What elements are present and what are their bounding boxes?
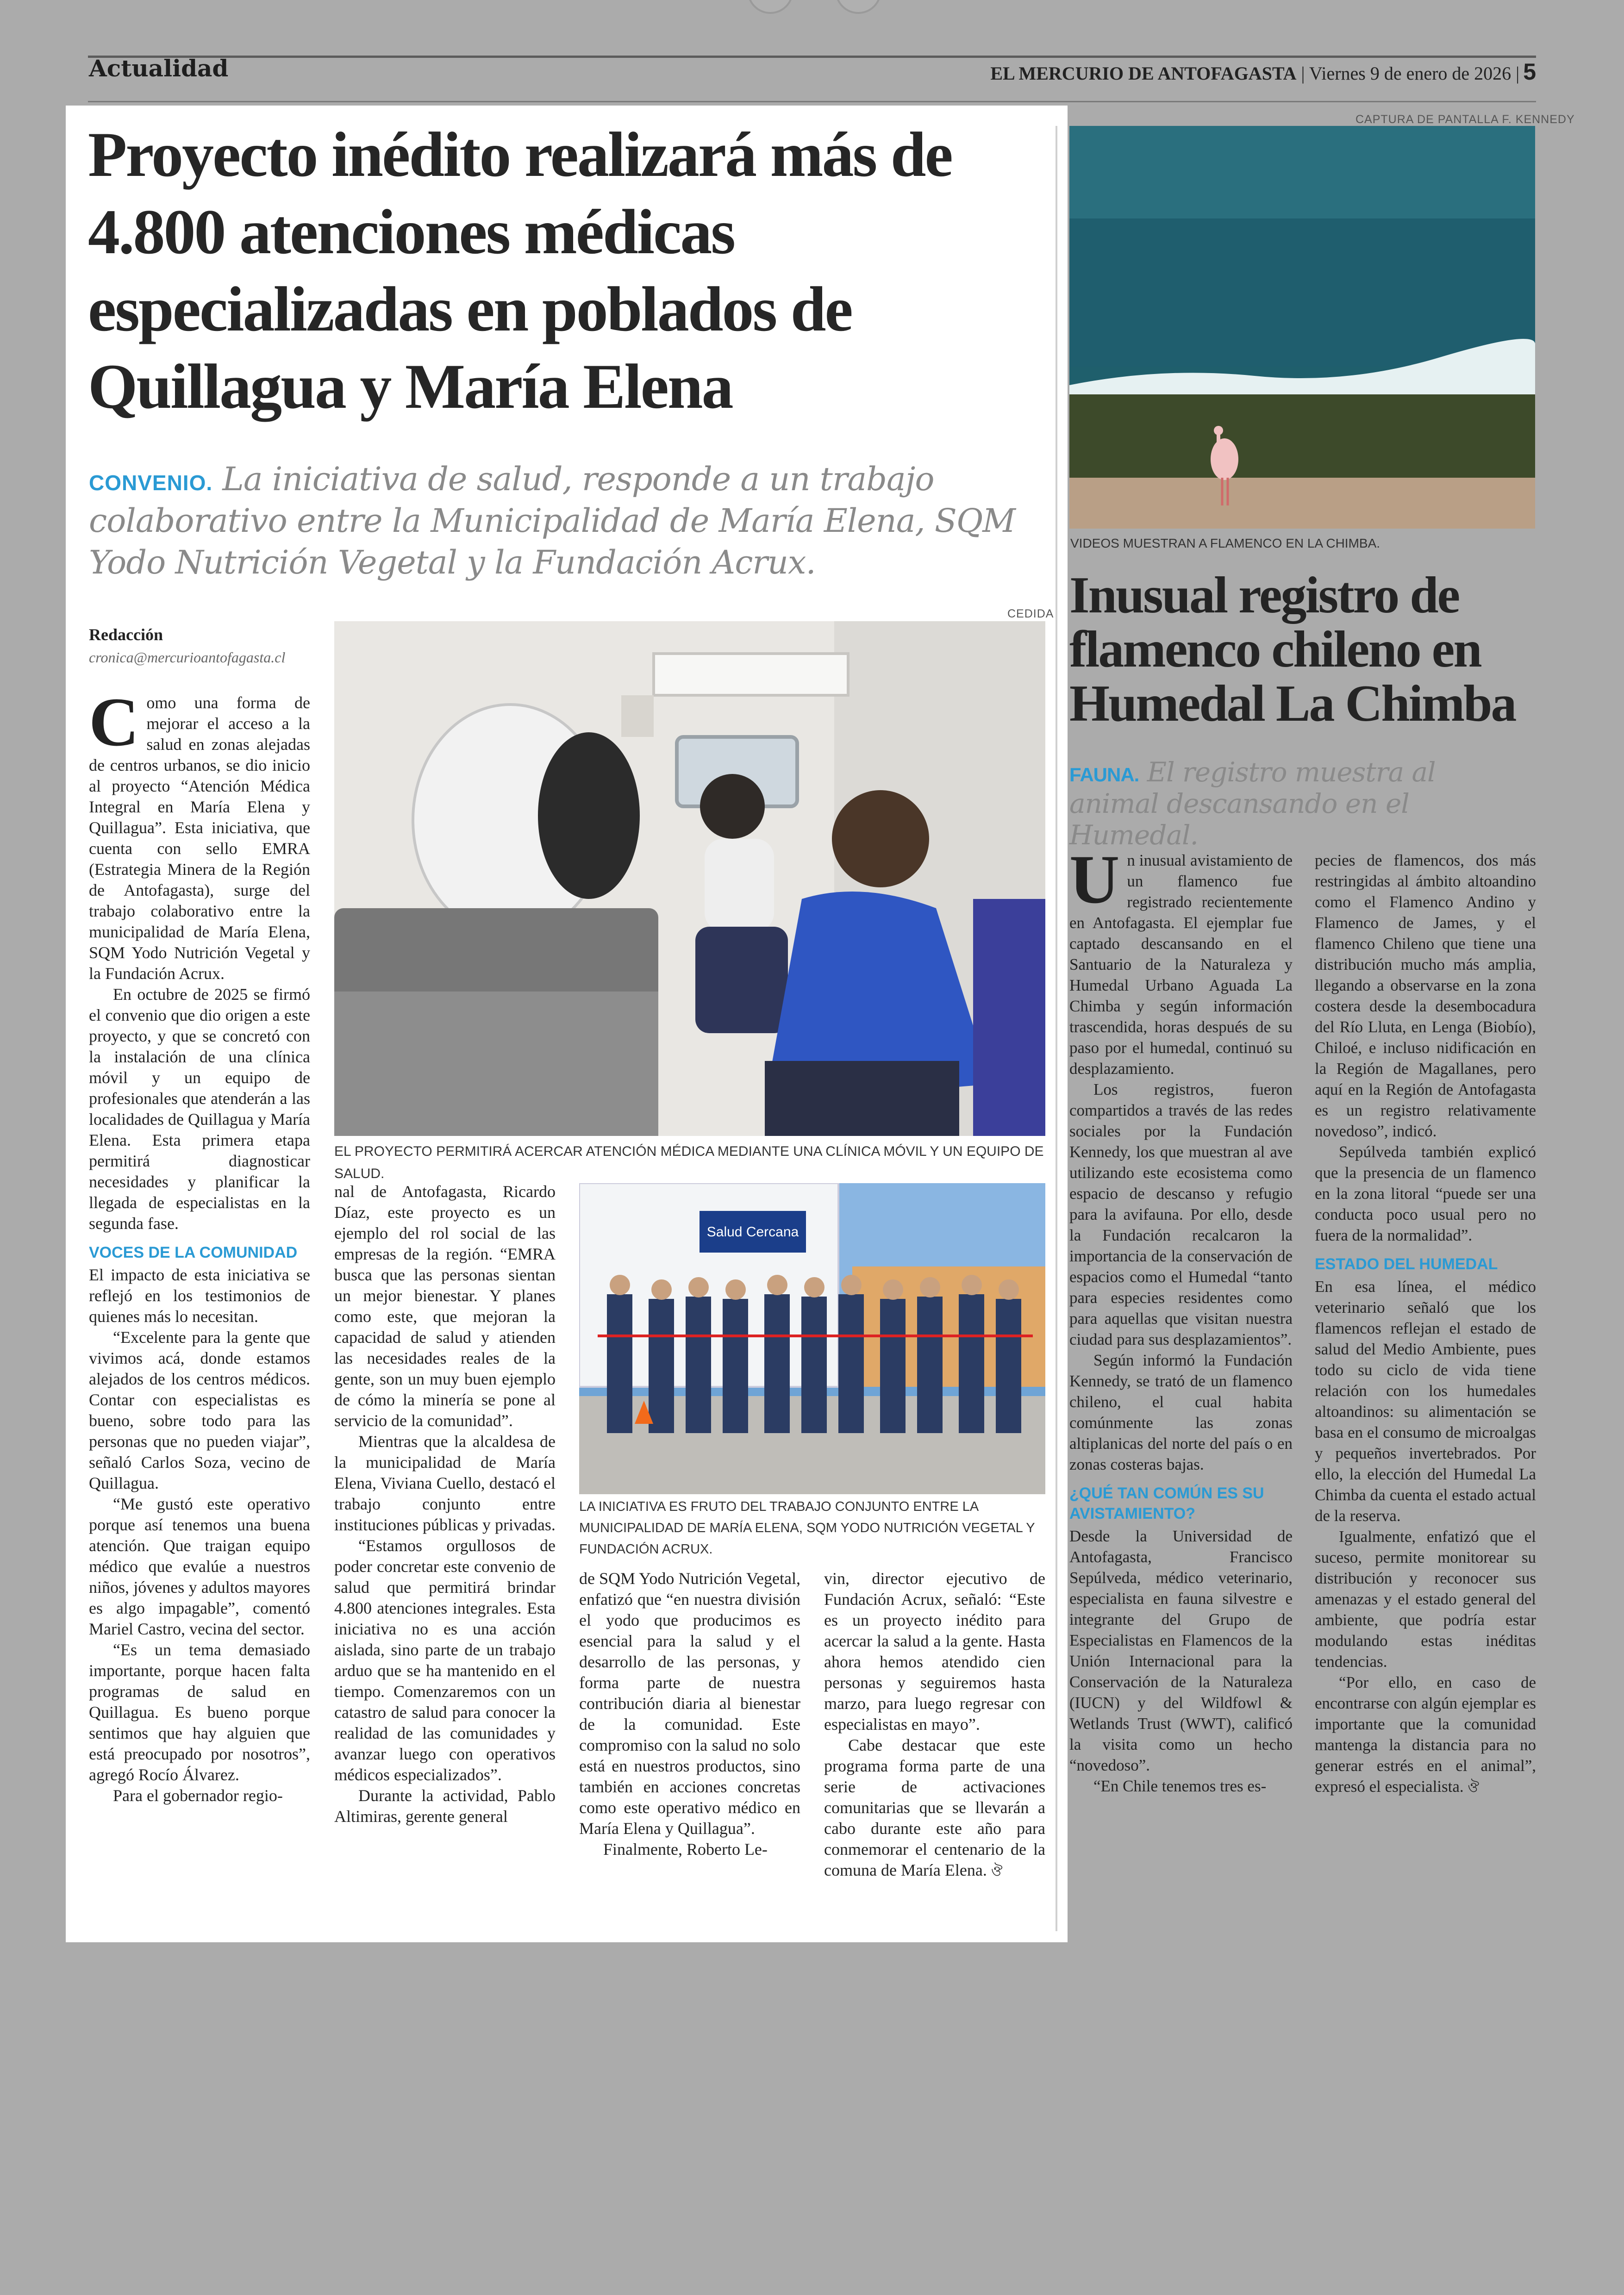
- paragraph: Cabe destacar que este programa forma parte de una serie de activaciones comunitarias que se llevarán a cabo durante este año para conmemorar el centenario de la comuna de María Elena.: [824, 1736, 1045, 1879]
- side-deck-text: El registro muestra al animal descansando en el Humedal.: [1069, 756, 1436, 851]
- paragraph: “Excelente para la gente que vivimos acá, donde estamos alejados de los centros médicos. Contar con especialistas es bueno, sobre todo para las personas que no pueden viajar”, señaló Carlos Soza, vecino de Quillagua.: [89, 1328, 310, 1492]
- inauguration-photo: [579, 1183, 1045, 1494]
- paragraph: “En Chile tenemos tres es-: [1093, 1777, 1267, 1795]
- main-kicker: CONVENIO.: [89, 471, 213, 495]
- paragraph: El impacto de esta iniciativa se reflejó en los testimonios de quienes más lo necesitan.: [89, 1266, 310, 1326]
- byline: Redacción: [89, 625, 163, 644]
- paragraph: “Por ello, en caso de encontrarse con algún ejemplar es importante que la comunidad mantenga la distancia para no generar estrés en el animal”, expresó el especialista.: [1315, 1673, 1536, 1796]
- main-column-3: [579, 1568, 800, 1860]
- side-deck: [1069, 756, 1532, 851]
- subhead-voces: VOCES DE LA COMUNIDAD: [89, 1244, 298, 1261]
- paragraph: Mientras que la alcaldesa de la municipalidad de María Elena, Viviana Cuello, destacó el trabajo conjunto entre instituciones públicas y privadas.: [334, 1432, 556, 1534]
- photo3-caption: VIDEOS MUESTRAN A FLAMENCO EN LA CHIMBA.: [1070, 536, 1380, 550]
- flamingo-illustration: [1069, 126, 1535, 529]
- paragraph: vin, director ejecutivo de Fundación Acrux, señaló: “Este es un proyecto inédito para acercar la salud a la gente. Hasta ahora hemos atendido cien personas y seguiremos hasta marzo, para luego regresar con especialistas en mayo”.: [824, 1569, 1045, 1734]
- paragraph: omo una forma de mejorar el acceso a la salud en zonas alejadas de centros urbanos, se dio inicio al proyecto “Atención Médica Integral en María Elena y Quillagua”. Esta iniciativa, que cuenta con sello EMRA (Estrategia Minera de la Región de Antofagasta), surge del trabajo colaborativo entre la municipalidad de María Elena, SQM Yodo Nutrición Vegetal y la Fundación Acrux.: [89, 693, 310, 983]
- paragraph: Sepúlveda también explicó que la presencia de un flamenco en la zona litoral “puede ser una conducta poco usual pero no fuera de la normalidad”.: [1315, 1143, 1536, 1244]
- photo2-caption: LA INICIATIVA ES FRUTO DEL TRABAJO CONJUNTO ENTRE LA MUNICIPALIDAD DE MARÍA ELENA, SQM YODO NUTRICIÓN VEGETAL Y FUNDACIÓN ACRUX.: [579, 1499, 1035, 1557]
- paragraph: Para el gobernador regio-: [113, 1786, 283, 1805]
- main-deck-text: La iniciativa de salud, responde a un trabajo colaborativo entre la Municipalidad de María Elena, SQM Yodo Nutrición Vegetal y la Fundación Acrux.: [89, 460, 1015, 581]
- main-column-2: [334, 1181, 556, 1827]
- inauguration-illustration: [579, 1183, 1045, 1494]
- clinic-sign: Salud Cercana: [706, 1224, 799, 1240]
- issue-date: Viernes 9 de enero de 2026: [1309, 63, 1512, 84]
- header-top-rule: [88, 56, 1536, 58]
- header-bottom-rule: [88, 101, 1536, 102]
- byline-email: cronica@mercurioantofagasta.cl: [89, 649, 286, 666]
- paragraph: pecies de flamencos, dos más restringidas al ámbito altoandino como el Flamenco Andino y Flamenco de James, y el flamenco Chileno que tiene una distribución mucho más amplia, llegando a observarse en la zona costera desde la desembocadura del Río Lluta, en Lenga (Biobío), Chiloé, e incluso nidificación en la Región de Magallanes, pero aquí en la Región de Antofagasta es un registro relativamente novedoso”, indicó.: [1315, 851, 1536, 1140]
- flamingo-photo: [1069, 126, 1535, 529]
- paragraph: Igualmente, enfatizó que el suceso, permite monitorear su distribución y reconocer sus amenazas y el estado general del ambiente, que podría estar modulando estas inéditas tendencias.: [1315, 1528, 1536, 1671]
- side-dropcap: U: [1069, 841, 1120, 918]
- photo1-credit: CEDIDA: [1007, 607, 1054, 620]
- paragraph: Desde la Universidad de Antofagasta, Francisco Sepúlveda, médico veterinario, especialista en fauna silvestre e integrante del Grupo de Especialistas en Flamencos de la Unión Internacional para la Conservación de la Naturaleza (IUCN) y del Wildfowl & Wetlands Trust (WWT), calificó la visita como un hecho “novedoso”.: [1069, 1527, 1293, 1774]
- main-column-1: [89, 684, 310, 1806]
- end-mark-icon: ঔ: [991, 1863, 1003, 1879]
- end-mark-icon: ঔ: [1468, 1779, 1480, 1796]
- paragraph: n inusual avistamiento de un flamenco fue registrado recientemente en Antofagasta. El ejemplar fue captado descansando en el Santuario de la Naturaleza y Humedal Urbano Aguada La Chimba y según información trascendida, horas después de su paso por el humedal, continuó su desplazamiento.: [1069, 851, 1293, 1078]
- main-headline: Proyecto inédito realizará más de 4.800 atenciones médicas especializadas en poblados de Quillagua y María Elena: [88, 119, 952, 422]
- paragraph: En octubre de 2025 se firmó el convenio que dio origen a este proyecto, y que se concretó con la instalación de una clínica móvil y un equipo de profesionales que atenderán a las localidades de Quillagua y María Elena. Esta primera etapa permitirá diagnosticar necesidades y planificar la llegada de especialistas en la segunda fase.: [89, 985, 310, 1233]
- side-column-1: [1069, 841, 1293, 1796]
- photo3-credit: CAPTURA DE PANTALLA F. KENNEDY: [1355, 113, 1575, 126]
- paragraph: “Estamos orgullosos de poder concretar este convenio de salud que permitirá brindar 4.800 atenciones integrales. Esta iniciativa no es una acción aislada, sino parte de un trabajo arduo que se ha mantenido en el tiempo. Comenzaremos con un catastro de salud para conocer la realidad de las comunidades y avanzar luego con operativos médicos especializados”.: [334, 1536, 556, 1784]
- paragraph: Según informó la Fundación Kennedy, se trató de un flamenco chileno, el cual habita comúnmente las zonas altiplanicas del norte del país o en zonas costeras bajas.: [1069, 1351, 1293, 1473]
- side-kicker: FAUNA.: [1069, 764, 1139, 786]
- section-title: Actualidad: [89, 55, 229, 82]
- paragraph: Durante la actividad, Pablo Altimiras, gerente general: [334, 1786, 556, 1826]
- paragraph: “Me gustó este operativo porque así tenemos una buena atención. Que traigan equipo médico que evalúe a nuestros niños, jóvenes y adultos mayores es algo impagable”, comentó Mariel Castro, vecina del sector.: [89, 1495, 310, 1638]
- main-dropcap: C: [89, 684, 139, 761]
- subhead-estado: ESTADO DEL HUMEDAL: [1315, 1255, 1498, 1273]
- main-deck: [89, 458, 1024, 583]
- mobile-clinic-photo: [334, 621, 1045, 1136]
- column-divider: [1056, 126, 1057, 1931]
- subhead-avistamiento: ¿QUÉ TAN COMÚN ES SU AVISTAMIENTO?: [1069, 1484, 1264, 1522]
- page-number: 5: [1523, 59, 1536, 85]
- next-page-button[interactable]: [835, 0, 881, 14]
- paragraph: de SQM Yodo Nutrición Vegetal, enfatizó que “en nuestra división el yodo que producimos es esencial para la salud y el desarrollo de las personas, y forma parte de nuestra contribución diaria al bienestar de la comunidad. Este compromiso con la salud no solo está en nuestros productos, sino también en acciones concretas como este operativo médico en María Elena y Quillagua”.: [579, 1569, 800, 1838]
- paragraph: Los registros, fueron compartidos a través de las redes sociales por la Fundación Kennedy, los que muestran al ave utilizando este ecosistema como espacio de descanso y refugio para la avifauna. Por ello, desde la Fundación recalcaron la importancia de la conservación de espacios como el Humedal “tanto para especies residentes como para aquellas que visitan nuestra ciudad para sus desplazamientos”.: [1069, 1080, 1293, 1348]
- paragraph: “Es un tema demasiado importante, porque hacen falta programas de salud en Quillagua. Es bueno porque sentimos que hay alguien que está preocupado por nosotros”, agregó Rocío Álvarez.: [89, 1640, 310, 1784]
- main-column-4: [824, 1568, 1045, 1882]
- side-column-2: [1315, 850, 1536, 1798]
- side-headline: Inusual registro de flamenco chileno en Humedal La Chimba: [1069, 567, 1516, 732]
- previous-page-button[interactable]: [747, 0, 793, 14]
- paragraph: Finalmente, Roberto Le-: [603, 1840, 768, 1858]
- paragraph: En esa línea, el médico veterinario señaló que los flamencos reflejan el estado de salud del Medio Ambiente, pues todo su ciclo de vida tiene relación con los humedales altoandinos: su alimentación se basa en el consumo de microalgas y pequeños invertebrados. Por ello, la elección del Humedal La Chimba da cuenta el estado actual de la reserva.: [1315, 1278, 1536, 1525]
- mobile-clinic-illustration: [334, 621, 1045, 1136]
- newspaper-name: EL MERCURIO DE ANTOFAGASTA: [990, 63, 1297, 84]
- photo1-caption: EL PROYECTO PERMITIRÁ ACERCAR ATENCIÓN MÉDICA MEDIANTE UNA CLÍNICA MÓVIL Y UN EQUIPO DE SALUD.: [334, 1144, 1044, 1181]
- page-header-info: EL MERCURIO DE ANTOFAGASTA | Viernes 9 de enero de 2026 | 5: [990, 59, 1536, 85]
- paragraph: nal de Antofagasta, Ricardo Díaz, este proyecto es un ejemplo del rol social de las empresas de la región. “EMRA busca que las personas sientan un mejor bienestar. Y planes como este, que mejoran la capacidad de salud y atienden las necesidades reales de la gente, son un muy buen ejemplo de cómo la minería se pone al servicio de la comunidad”.: [334, 1182, 556, 1430]
